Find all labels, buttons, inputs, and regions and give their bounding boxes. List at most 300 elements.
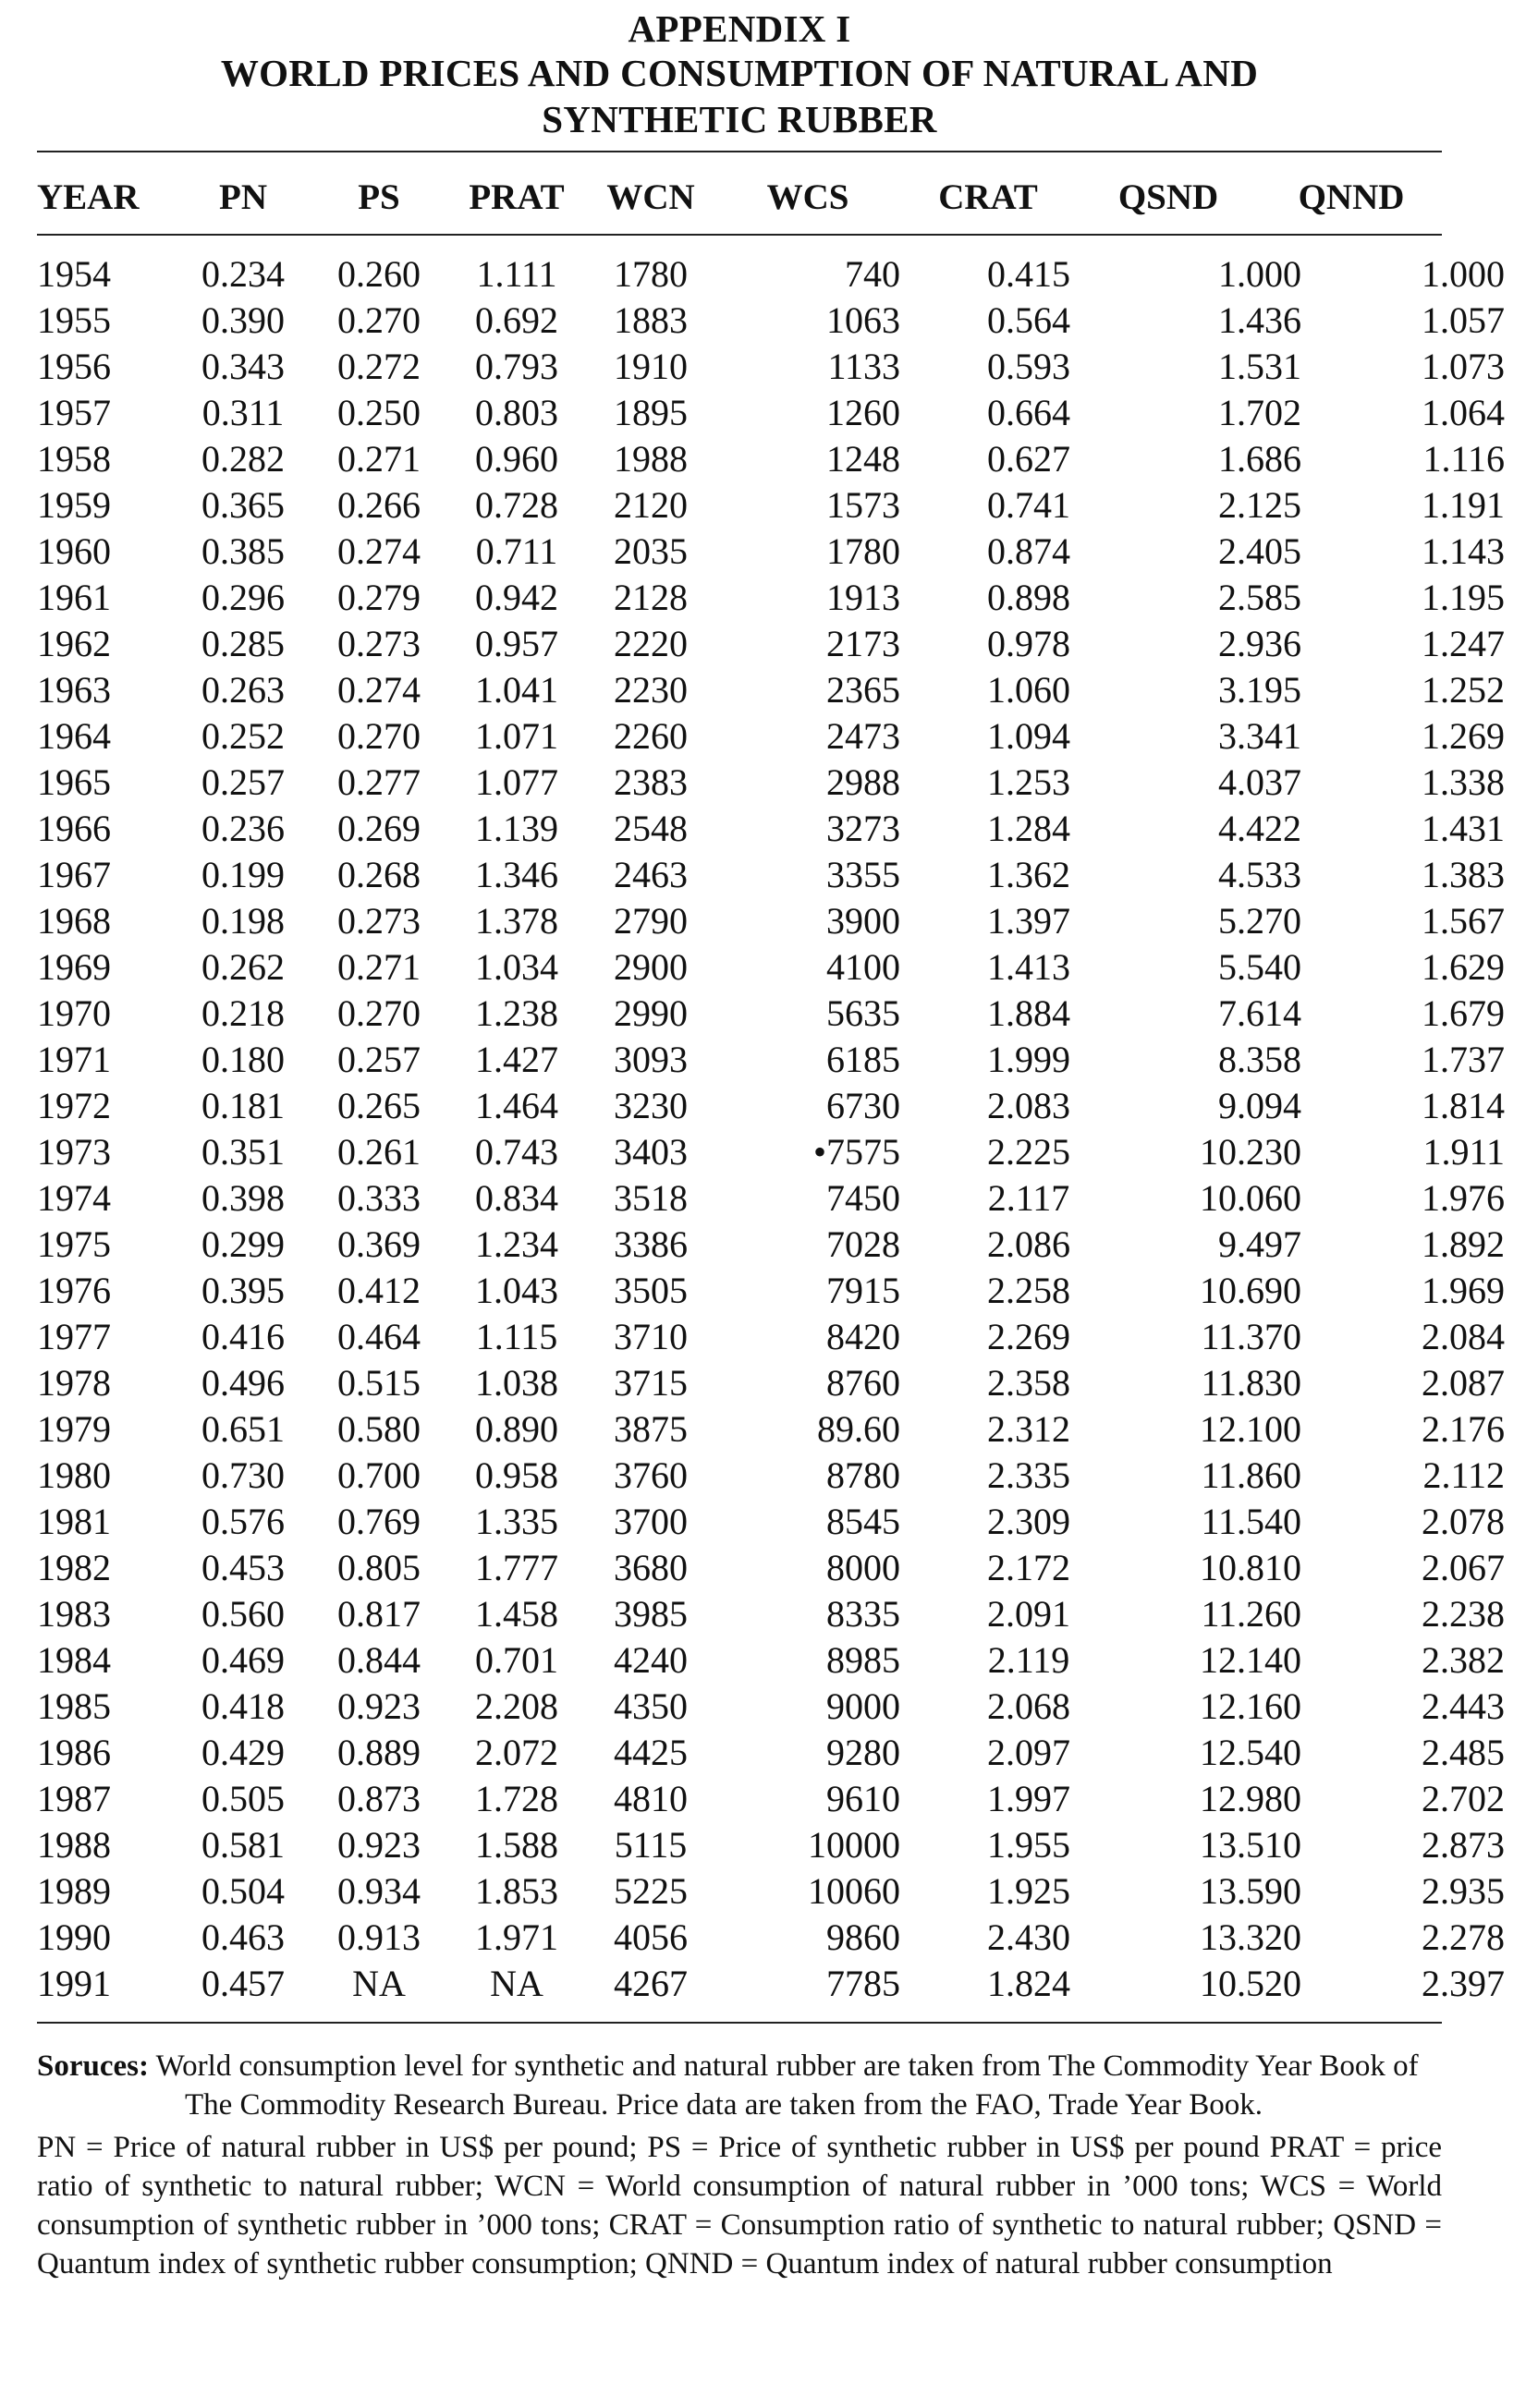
cell-year: 1984 <box>37 1639 111 1681</box>
cell-crat: 2.119 <box>987 1639 1070 1681</box>
table-row <box>37 1360 1538 1406</box>
table-row <box>37 1083 1538 1129</box>
table-title-line2: SYNTHETIC RUBBER <box>542 98 937 140</box>
column-header-prat: PRAT <box>469 176 565 217</box>
cell-qnnd: 1.383 <box>1422 854 1505 895</box>
cell-qnnd: 2.176 <box>1422 1408 1505 1450</box>
table-row <box>37 436 1538 482</box>
cell-crat: 1.884 <box>987 992 1070 1034</box>
table-row <box>37 1129 1538 1175</box>
table-row <box>37 1175 1538 1222</box>
cell-year: 1962 <box>37 623 111 664</box>
cell-prat: 1.335 <box>475 1501 558 1542</box>
cell-prat: 1.115 <box>475 1316 558 1357</box>
cell-crat: 2.225 <box>987 1131 1070 1173</box>
cell-wcs: 9000 <box>826 1685 900 1727</box>
sources-label: Soruces: <box>37 2049 149 2083</box>
cell-wcs: 7915 <box>826 1270 900 1311</box>
cell-pn: 0.365 <box>201 484 285 526</box>
table-row <box>37 852 1538 898</box>
cell-ps: 0.805 <box>337 1547 421 1588</box>
cell-wcs: 9280 <box>826 1732 900 1773</box>
cell-wcs: 8780 <box>826 1454 900 1496</box>
cell-prat: 0.942 <box>475 577 558 618</box>
cell-qnnd: 2.873 <box>1422 1824 1505 1866</box>
cell-pn: 0.351 <box>201 1131 285 1173</box>
cell-pn: 0.198 <box>201 900 285 942</box>
cell-qsnd: 7.614 <box>1218 992 1301 1034</box>
cell-qsnd: 1.000 <box>1218 253 1301 295</box>
cell-crat: 0.593 <box>987 346 1070 387</box>
cell-crat: 2.172 <box>987 1547 1070 1588</box>
cell-prat: 1.111 <box>476 253 557 295</box>
cell-year: 1955 <box>37 299 111 341</box>
cell-crat: 1.925 <box>987 1870 1070 1912</box>
cell-qnnd: 1.116 <box>1422 438 1505 480</box>
cell-pn: 0.218 <box>201 992 285 1034</box>
cell-year: 1972 <box>37 1085 111 1126</box>
cell-year: 1960 <box>37 530 111 572</box>
cell-ps: 0.270 <box>337 715 421 757</box>
cell-pn: 0.463 <box>201 1916 285 1958</box>
cell-year: 1963 <box>37 669 111 711</box>
cell-prat: 1.464 <box>475 1085 558 1126</box>
cell-qsnd: 11.540 <box>1201 1501 1301 1542</box>
column-header-year: YEAR <box>37 176 140 217</box>
sources-note <box>37 2047 1442 2124</box>
cell-prat: 1.043 <box>475 1270 558 1311</box>
cell-year: 1975 <box>37 1223 111 1265</box>
cell-crat: 0.415 <box>987 253 1070 295</box>
cell-ps: 0.279 <box>337 577 421 618</box>
cell-ps: 0.934 <box>337 1870 421 1912</box>
cell-crat: 2.258 <box>987 1270 1070 1311</box>
cell-qsnd: 2.585 <box>1218 577 1301 618</box>
cell-qnnd: 1.195 <box>1422 577 1505 618</box>
cell-pn: 0.457 <box>201 1963 285 2004</box>
cell-wcs: •7575 <box>812 1131 900 1173</box>
column-header-qsnd: QSND <box>1117 176 1219 217</box>
cell-qsnd: 2.936 <box>1218 623 1301 664</box>
cell-wcs: 1260 <box>826 392 900 433</box>
cell-wcn: 2260 <box>614 715 688 757</box>
column-header-wcs: WCS <box>766 176 849 217</box>
cell-crat: 1.253 <box>987 761 1070 803</box>
cell-wcs: 7785 <box>826 1963 900 2004</box>
table-header <box>37 164 1442 229</box>
column-header-crat: CRAT <box>938 176 1038 217</box>
cell-wcn: 1988 <box>614 438 688 480</box>
cell-crat: 2.091 <box>987 1593 1070 1635</box>
table-row <box>37 1822 1538 1868</box>
cell-wcs: 9860 <box>826 1916 900 1958</box>
cell-pn: 0.429 <box>201 1732 285 1773</box>
cell-pn: 0.299 <box>201 1223 285 1265</box>
table-row <box>37 1684 1538 1730</box>
cell-qnnd: 2.935 <box>1422 1870 1505 1912</box>
cell-pn: 0.651 <box>201 1408 285 1450</box>
cell-wcn: 5115 <box>614 1824 688 1866</box>
cell-pn: 0.453 <box>201 1547 285 1588</box>
cell-prat: 1.346 <box>475 854 558 895</box>
cell-qsnd: 10.520 <box>1200 1963 1301 2004</box>
cell-crat: 0.874 <box>987 530 1070 572</box>
cell-qsnd: 10.810 <box>1200 1547 1301 1588</box>
top-rule <box>37 151 1442 152</box>
cell-qsnd: 12.160 <box>1200 1685 1301 1727</box>
cell-year: 1981 <box>37 1501 111 1542</box>
cell-wcn: 2120 <box>614 484 688 526</box>
cell-crat: 0.741 <box>987 484 1070 526</box>
cell-prat: 2.072 <box>475 1732 558 1773</box>
cell-ps: 0.261 <box>337 1131 421 1173</box>
cell-wcn: 3985 <box>614 1593 688 1635</box>
cell-year: 1988 <box>37 1824 111 1866</box>
cell-qnnd: 1.737 <box>1422 1039 1505 1080</box>
cell-prat: 1.777 <box>475 1547 558 1588</box>
cell-wcs: 8760 <box>826 1362 900 1404</box>
cell-qsnd: 12.980 <box>1200 1778 1301 1819</box>
cell-qnnd: 1.431 <box>1422 808 1505 849</box>
cell-pn: 0.181 <box>201 1085 285 1126</box>
cell-year: 1956 <box>37 346 111 387</box>
cell-pn: 0.285 <box>201 623 285 664</box>
cell-crat: 1.997 <box>987 1778 1070 1819</box>
sources-text: World consumption level for synthetic and natural rubber are taken from The Commodity Year Book of The Commodity Research Bureau. Price data are taken from the FAO, Trade Year Book. <box>148 2049 1419 2122</box>
cell-prat: 1.427 <box>475 1039 558 1080</box>
cell-wcn: 4810 <box>614 1778 688 1819</box>
table-row <box>37 575 1538 621</box>
cell-qnnd: 1.629 <box>1422 946 1505 988</box>
cell-ps: NA <box>352 1963 406 2004</box>
header-rule <box>37 234 1442 236</box>
cell-ps: 0.260 <box>337 253 421 295</box>
cell-crat: 0.978 <box>987 623 1070 664</box>
cell-wcs: 5635 <box>826 992 900 1034</box>
cell-ps: 0.923 <box>337 1824 421 1866</box>
cell-wcn: 3505 <box>614 1270 688 1311</box>
cell-ps: 0.250 <box>337 392 421 433</box>
table-row <box>37 1868 1538 1915</box>
cell-wcs: 1913 <box>826 577 900 618</box>
cell-year: 1958 <box>37 438 111 480</box>
cell-prat: 0.960 <box>475 438 558 480</box>
cell-prat: 1.034 <box>475 946 558 988</box>
cell-prat: 1.588 <box>475 1824 558 1866</box>
cell-qnnd: 2.067 <box>1422 1547 1505 1588</box>
cell-ps: 0.257 <box>337 1039 421 1080</box>
table-row <box>37 251 1538 298</box>
bottom-rule <box>37 2022 1442 2024</box>
cell-wcn: 3403 <box>614 1131 688 1173</box>
cell-wcs: 8000 <box>826 1547 900 1588</box>
cell-qsnd: 3.195 <box>1218 669 1301 711</box>
cell-qnnd: 1.143 <box>1422 530 1505 572</box>
cell-year: 1969 <box>37 946 111 988</box>
cell-crat: 2.117 <box>987 1177 1070 1219</box>
cell-wcn: 1883 <box>614 299 688 341</box>
cell-crat: 1.955 <box>987 1824 1070 1866</box>
table-row <box>37 1268 1538 1314</box>
cell-wcs: 2988 <box>826 761 900 803</box>
cell-year: 1959 <box>37 484 111 526</box>
cell-qsnd: 12.140 <box>1200 1639 1301 1681</box>
cell-qnnd: 1.567 <box>1422 900 1505 942</box>
table-row <box>37 1591 1538 1637</box>
table-row <box>37 944 1538 991</box>
cell-ps: 0.369 <box>337 1223 421 1265</box>
cell-wcn: 3518 <box>614 1177 688 1219</box>
cell-year: 1976 <box>37 1270 111 1311</box>
cell-crat: 1.362 <box>987 854 1070 895</box>
cell-pn: 0.234 <box>201 253 285 295</box>
cell-qnnd: 1.057 <box>1422 299 1505 341</box>
cell-ps: 0.268 <box>337 854 421 895</box>
cell-crat: 0.898 <box>987 577 1070 618</box>
cell-year: 1968 <box>37 900 111 942</box>
cell-year: 1980 <box>37 1454 111 1496</box>
cell-wcn: 3710 <box>614 1316 688 1357</box>
cell-year: 1990 <box>37 1916 111 1958</box>
table-title-line1: WORLD PRICES AND CONSUMPTION OF NATURAL AND <box>220 52 1259 94</box>
cell-qnnd: 1.064 <box>1422 392 1505 433</box>
table-row <box>37 1545 1538 1591</box>
cell-prat: 1.071 <box>475 715 558 757</box>
column-header-wcn: WCN <box>606 176 695 217</box>
cell-qsnd: 4.037 <box>1218 761 1301 803</box>
cell-crat: 0.564 <box>987 299 1070 341</box>
table-row <box>37 482 1538 529</box>
cell-wcn: 3700 <box>614 1501 688 1542</box>
cell-wcn: 2790 <box>614 900 688 942</box>
cell-wcn: 4350 <box>614 1685 688 1727</box>
cell-pn: 0.236 <box>201 808 285 849</box>
cell-ps: 0.580 <box>337 1408 421 1450</box>
cell-ps: 0.271 <box>337 438 421 480</box>
cell-pn: 0.581 <box>201 1824 285 1866</box>
cell-qnnd: 2.084 <box>1422 1316 1505 1357</box>
cell-year: 1982 <box>37 1547 111 1588</box>
cell-crat: 2.086 <box>987 1223 1070 1265</box>
cell-pn: 0.398 <box>201 1177 285 1219</box>
cell-pn: 0.560 <box>201 1593 285 1635</box>
cell-qnnd: 2.087 <box>1422 1362 1505 1404</box>
cell-ps: 0.333 <box>337 1177 421 1219</box>
table-row <box>37 1314 1538 1360</box>
cell-wcs: 8985 <box>826 1639 900 1681</box>
cell-qsnd: 4.422 <box>1218 808 1301 849</box>
cell-qsnd: 11.370 <box>1201 1316 1301 1357</box>
cell-crat: 1.094 <box>987 715 1070 757</box>
cell-qnnd: 1.976 <box>1422 1177 1505 1219</box>
column-header-pn: PN <box>219 176 267 217</box>
cell-prat: 1.139 <box>475 808 558 849</box>
cell-prat: 1.378 <box>475 900 558 942</box>
cell-qsnd: 12.100 <box>1200 1408 1301 1450</box>
cell-wcn: 3386 <box>614 1223 688 1265</box>
cell-wcn: 4056 <box>614 1916 688 1958</box>
cell-year: 1964 <box>37 715 111 757</box>
cell-wcs: 9610 <box>826 1778 900 1819</box>
cell-wcs: 2365 <box>826 669 900 711</box>
cell-pn: 0.418 <box>201 1685 285 1727</box>
cell-year: 1986 <box>37 1732 111 1773</box>
cell-pn: 0.395 <box>201 1270 285 1311</box>
cell-qsnd: 11.260 <box>1201 1593 1301 1635</box>
cell-pn: 0.504 <box>201 1870 285 1912</box>
cell-qsnd: 8.358 <box>1218 1039 1301 1080</box>
cell-prat: 0.692 <box>475 299 558 341</box>
cell-pn: 0.343 <box>201 346 285 387</box>
cell-pn: 0.180 <box>201 1039 285 1080</box>
cell-pn: 0.576 <box>201 1501 285 1542</box>
cell-pn: 0.252 <box>201 715 285 757</box>
cell-year: 1974 <box>37 1177 111 1219</box>
cell-ps: 0.274 <box>337 530 421 572</box>
cell-ps: 0.700 <box>337 1454 421 1496</box>
cell-qnnd: 2.397 <box>1422 1963 1505 2004</box>
cell-wcs: 1573 <box>826 484 900 526</box>
cell-prat: 1.038 <box>475 1362 558 1404</box>
cell-ps: 0.270 <box>337 299 421 341</box>
cell-prat: 0.834 <box>475 1177 558 1219</box>
cell-year: 1966 <box>37 808 111 849</box>
cell-year: 1979 <box>37 1408 111 1450</box>
cell-wcn: 3760 <box>614 1454 688 1496</box>
cell-qnnd: 1.969 <box>1422 1270 1505 1311</box>
table-row <box>37 667 1538 713</box>
cell-year: 1991 <box>37 1963 111 2004</box>
cell-wcn: 4267 <box>614 1963 688 2004</box>
cell-wcs: 7450 <box>826 1177 900 1219</box>
cell-year: 1983 <box>37 1593 111 1635</box>
cell-ps: 0.273 <box>337 900 421 942</box>
column-header-ps: PS <box>358 176 400 217</box>
cell-qsnd: 3.341 <box>1218 715 1301 757</box>
cell-ps: 0.515 <box>337 1362 421 1404</box>
cell-wcn: 4240 <box>614 1639 688 1681</box>
cell-crat: 2.430 <box>987 1916 1070 1958</box>
cell-wcs: 1780 <box>826 530 900 572</box>
cell-crat: 2.335 <box>987 1454 1070 1496</box>
cell-wcn: 2230 <box>614 669 688 711</box>
cell-crat: 2.097 <box>987 1732 1070 1773</box>
cell-wcn: 4425 <box>614 1732 688 1773</box>
cell-prat: 1.077 <box>475 761 558 803</box>
cell-wcs: 89.60 <box>817 1408 900 1450</box>
cell-ps: 0.272 <box>337 346 421 387</box>
cell-wcn: 3875 <box>614 1408 688 1450</box>
cell-wcs: 7028 <box>826 1223 900 1265</box>
cell-prat: 1.728 <box>475 1778 558 1819</box>
cell-crat: 1.397 <box>987 900 1070 942</box>
cell-wcs: 3355 <box>826 854 900 895</box>
cell-wcs: 6185 <box>826 1039 900 1080</box>
cell-qsnd: 1.531 <box>1218 346 1301 387</box>
cell-prat: 1.458 <box>475 1593 558 1635</box>
cell-prat: 1.971 <box>475 1916 558 1958</box>
cell-qsnd: 5.540 <box>1218 946 1301 988</box>
table-row <box>37 529 1538 575</box>
cell-wcn: 1780 <box>614 253 688 295</box>
table-row <box>37 1776 1538 1822</box>
cell-prat: 0.728 <box>475 484 558 526</box>
cell-crat: 0.627 <box>987 438 1070 480</box>
cell-wcn: 2900 <box>614 946 688 988</box>
cell-crat: 2.358 <box>987 1362 1070 1404</box>
cell-qnnd: 1.073 <box>1422 346 1505 387</box>
cell-wcs: 1063 <box>826 299 900 341</box>
cell-ps: 0.464 <box>337 1316 421 1357</box>
cell-crat: 2.309 <box>987 1501 1070 1542</box>
definitions-note: PN = Price of natural rubber in US$ per pound; PS = Price of synthetic rubber in US$ per pound PRAT = price ratio of synthetic to natural rubber; WCN = World consumption of natural rubber in ’000 tons; WCS = World consumption of synthetic rubber in ’000 tons; CRAT = Consumption ratio of synthetic to natural rubber; QSND = Quantum index of synthetic rubber consumption; QNND = Quantum index of natural rubber consumption <box>37 2131 1442 2280</box>
cell-wcs: 3900 <box>826 900 900 942</box>
cell-ps: 0.273 <box>337 623 421 664</box>
cell-year: 1987 <box>37 1778 111 1819</box>
cell-qsnd: 10.060 <box>1200 1177 1301 1219</box>
cell-qnnd: 1.338 <box>1422 761 1505 803</box>
cell-year: 1965 <box>37 761 111 803</box>
cell-prat: 1.234 <box>475 1223 558 1265</box>
cell-qsnd: 13.320 <box>1200 1916 1301 1958</box>
cell-qsnd: 2.125 <box>1218 484 1301 526</box>
cell-year: 1961 <box>37 577 111 618</box>
cell-wcn: 3680 <box>614 1547 688 1588</box>
cell-prat: 1.853 <box>475 1870 558 1912</box>
cell-qnnd: 1.191 <box>1422 484 1505 526</box>
cell-year: 1985 <box>37 1685 111 1727</box>
table-row <box>37 1499 1538 1545</box>
cell-qnnd: 1.892 <box>1422 1223 1505 1265</box>
cell-qnnd: 2.112 <box>1422 1454 1505 1496</box>
cell-wcn: 2035 <box>614 530 688 572</box>
cell-prat: 0.890 <box>475 1408 558 1450</box>
cell-crat: 2.269 <box>987 1316 1070 1357</box>
cell-crat: 2.068 <box>987 1685 1070 1727</box>
cell-qsnd: 4.533 <box>1218 854 1301 895</box>
cell-year: 1954 <box>37 253 111 295</box>
table-row <box>37 760 1538 806</box>
cell-prat: 0.743 <box>475 1131 558 1173</box>
cell-wcs: 2173 <box>826 623 900 664</box>
cell-qnnd: 2.382 <box>1422 1639 1505 1681</box>
table-row <box>37 1730 1538 1776</box>
cell-qsnd: 11.830 <box>1201 1362 1301 1404</box>
cell-qnnd: 1.814 <box>1422 1085 1505 1126</box>
table-row <box>37 806 1538 852</box>
cell-wcn: 5225 <box>614 1870 688 1912</box>
cell-ps: 0.412 <box>337 1270 421 1311</box>
cell-wcn: 1910 <box>614 346 688 387</box>
cell-wcn: 2548 <box>614 808 688 849</box>
table-row <box>37 390 1538 436</box>
cell-ps: 0.923 <box>337 1685 421 1727</box>
cell-qnnd: 1.911 <box>1422 1131 1505 1173</box>
cell-year: 1973 <box>37 1131 111 1173</box>
cell-qnnd: 2.278 <box>1422 1916 1505 1958</box>
cell-pn: 0.311 <box>201 392 285 433</box>
table-row <box>37 1961 1538 2007</box>
cell-qnnd: 2.238 <box>1422 1593 1505 1635</box>
cell-qsnd: 10.690 <box>1200 1270 1301 1311</box>
cell-ps: 0.873 <box>337 1778 421 1819</box>
cell-wcs: 10000 <box>808 1824 900 1866</box>
cell-year: 1978 <box>37 1362 111 1404</box>
data-table <box>37 251 1538 2007</box>
cell-qnnd: 1.679 <box>1422 992 1505 1034</box>
cell-qsnd: 5.270 <box>1218 900 1301 942</box>
cell-prat: NA <box>490 1963 543 2004</box>
